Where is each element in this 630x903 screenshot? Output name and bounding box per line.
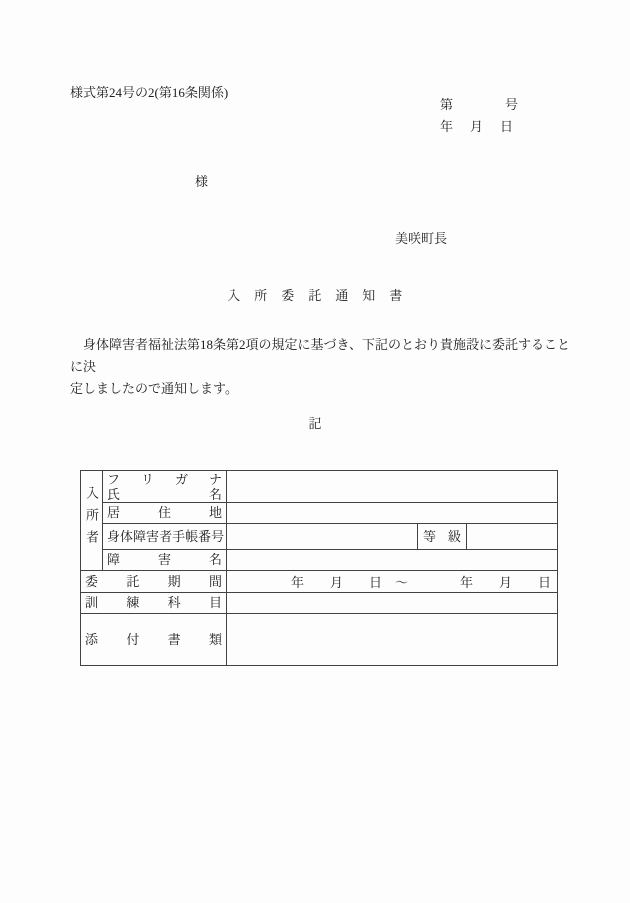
row-attachments [81,614,558,666]
row-disability [81,550,558,571]
attachments-label: 添 付 書 類 [85,631,222,647]
body-text [70,334,570,400]
grade-value-cell [467,524,558,550]
handbook-number-label-cell [103,524,227,550]
entrust-period-value: 年 月 日 ～ 年 月 日 [291,575,552,590]
person-group-cell [81,471,103,571]
disability-value-cell [227,550,558,571]
training-subject-label: 訓 練 科 目 [85,595,222,610]
body-line-1: 身体障害者福祉法第18条第2項の規定に基づき、下記のとおり貴施設に委託することに決 [70,337,570,374]
addressee-honorific: 様 [195,174,209,189]
disability-label: 障 害 名 [107,552,222,567]
row-residence [81,503,558,524]
furigana-name-label-cell [103,471,227,503]
disability-label-cell [103,550,227,571]
row-entrust-period [81,571,558,593]
residence-label: 居 住 地 [107,505,222,520]
entrust-period-label-cell [81,571,227,593]
training-subject-label-cell [81,593,227,614]
row-furigana-name [81,471,558,503]
grade-label: 等 級 [423,528,461,544]
furigana-name-value-cell [227,471,558,503]
issue-date-line: 年 月 日 [440,119,516,134]
sender-name: 美咲町長 [395,231,448,246]
row-handbook-number [81,524,558,550]
person-group-label: 入所者 [84,485,99,552]
document-number-line: 第 号 [440,97,519,112]
body-line-2: 定しましたので通知します。 [70,381,238,396]
entrustment-details-table [80,470,558,666]
residence-label-cell [103,503,227,524]
handbook-number-label: 身 体 障 害 者 手 帳 番 号 [107,528,225,544]
attachments-value-cell [227,614,558,666]
attachments-label-cell [81,614,227,666]
entrust-period-label: 委 託 期 間 [85,573,222,589]
form-number: 様式第24号の2(第16条関係) [70,85,229,100]
entrust-period-value-cell [227,571,558,593]
name-label: 氏 名 [107,486,222,502]
residence-value-cell [227,503,558,524]
training-subject-value-cell [227,593,558,614]
furigana-label: フ リ ガ ナ [107,471,222,487]
document-title: 入 所 委 託 通 知 書 [227,288,403,303]
handbook-number-value-cell [227,524,418,550]
list-marker-ki: 記 [308,416,322,431]
grade-label-cell [418,524,467,550]
row-training-subject [81,593,558,614]
